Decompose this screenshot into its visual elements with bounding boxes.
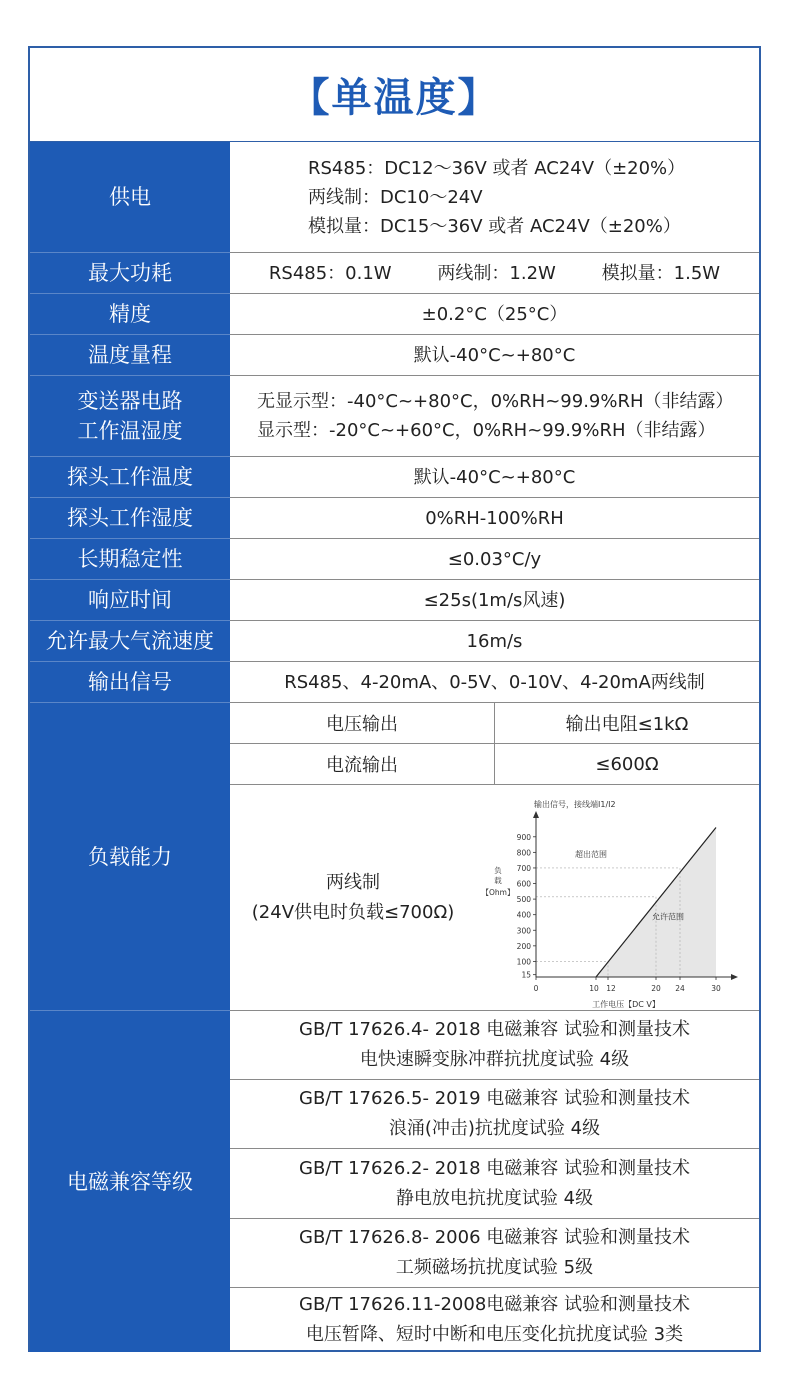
emc-standard: GB/T 17626.2- 2018 电磁兼容 试验和测量技术 [299, 1157, 690, 1179]
emc-test: 静电放电抗扰度试验 4级 [395, 1187, 594, 1209]
row-response [30, 580, 759, 621]
x-tick-label: 24 [675, 984, 685, 993]
y-axis-label: 【Ohm】 [481, 888, 515, 897]
x-tick-label: 10 [589, 984, 599, 993]
label-line: 工作温湿度 [77, 419, 183, 443]
label-power: 供电 [30, 142, 230, 253]
y-tick-label: 200 [516, 941, 531, 951]
y-tick-label: 500 [516, 895, 531, 905]
y-tick-label: 15 [521, 970, 531, 980]
value-probe-temp: 默认-40°C~+80°C [230, 457, 759, 498]
label-emc: 电磁兼容等级 [30, 1011, 230, 1352]
emc-list [230, 1011, 759, 1352]
row-temp-range [30, 335, 759, 376]
x-axis-label: 工作电压【DC V】 [592, 1000, 660, 1009]
value-output: RS485、4-20mA、0-5V、0-10V、4-20mA两线制 [230, 662, 759, 703]
chart-annotation: 允许范围 [652, 912, 684, 922]
emc-test: 电压暂降、短时中断和电压变化抗扰度试验 3类 [305, 1324, 684, 1345]
emc-standard: GB/T 17626.8- 2006 电磁兼容 试验和测量技术 [299, 1227, 690, 1248]
value-stability: ≤0.03°C/y [230, 539, 759, 580]
emc-standard: GB/T 17626.4- 2018 电磁兼容 试验和测量技术 [299, 1019, 690, 1040]
load-voltage-name: 电压输出 [326, 714, 398, 735]
emc-standard: GB/T 17626.11-2008电磁兼容 试验和测量技术 [299, 1294, 690, 1315]
emc-test: 工频磁场抗扰度试验 5级 [395, 1257, 594, 1278]
emc-test: 电快速瞬变脉冲群抗扰度试验 4级 [359, 1049, 630, 1070]
y-tick-label: 100 [516, 957, 531, 967]
x-tick-label: 20 [651, 984, 661, 993]
y-tick-label: 400 [516, 910, 531, 920]
y-tick-label: 300 [516, 926, 531, 936]
value-temp-range: 默认-40°C~+80°C [230, 335, 759, 376]
row-power [30, 142, 759, 253]
page-title: 【单温度】 [289, 75, 500, 121]
chart-title: 输出信号，接线端I1/I2 [534, 800, 616, 809]
row-max-power [30, 253, 759, 294]
value-circuit-env [230, 376, 759, 457]
power-line: 两线制：DC10～24V [308, 186, 483, 208]
row-emc [30, 1011, 759, 1352]
y-tick-label: 600 [516, 879, 531, 889]
row-circuit-env [30, 376, 759, 457]
value-airflow: 16m/s [230, 621, 759, 662]
label-load: 负载能力 [30, 703, 230, 1011]
emc-test: 浪涌(冲击)抗扰度试验 4级 [388, 1118, 601, 1139]
emc-item [230, 1149, 759, 1219]
y-axis-label: 负 [494, 866, 502, 875]
chart-annotation: 超出范围 [575, 850, 607, 860]
value-accuracy: ±0.2°C（25°C） [230, 294, 759, 335]
y-tick-label: 800 [516, 848, 531, 858]
max-power-item: 模拟量：1.5W [601, 262, 721, 284]
row-output [30, 662, 759, 703]
power-line: RS485：DC12～36V 或者 AC24V（±20%） [308, 157, 686, 179]
y-tick-label: 700 [516, 863, 531, 873]
max-power-item: 两线制：1.2W [437, 262, 556, 284]
emc-item [230, 1288, 759, 1352]
load-chart [476, 785, 759, 1010]
value-response: ≤25s(1m/s风速) [230, 580, 759, 621]
x-tick-label: 12 [606, 984, 616, 993]
max-power-item: RS485：0.1W [268, 262, 392, 284]
value-probe-hum: 0%RH-100%RH [230, 498, 759, 539]
label-probe-hum: 探头工作湿度 [30, 498, 230, 539]
label-temp-range: 温度量程 [30, 335, 230, 376]
label-stability: 长期稳定性 [30, 539, 230, 580]
x-tick-label: 30 [711, 984, 721, 993]
emc-item [230, 1080, 759, 1149]
power-line: 模拟量：DC15～36V 或者 AC24V（±20%） [308, 215, 681, 237]
row-probe-temp [30, 457, 759, 498]
y-axis-label: 载 [494, 876, 502, 885]
label-max-power: 最大功耗 [30, 253, 230, 294]
row-load [30, 703, 759, 1011]
value-power [230, 142, 759, 253]
row-stability [30, 539, 759, 580]
emc-standard: GB/T 17626.5- 2019 电磁兼容 试验和测量技术 [299, 1088, 690, 1109]
y-tick-label: 900 [516, 832, 531, 842]
load-chart-svg [476, 787, 760, 1011]
load-grid [230, 703, 759, 1011]
label-probe-temp: 探头工作温度 [30, 457, 230, 498]
spec-table [28, 46, 761, 1352]
value-max-power [230, 253, 759, 294]
circuit-env-line: 显示型：-20°C~+60°C，0%RH~99.9%RH（非结露） [257, 420, 716, 441]
label-output: 输出信号 [30, 662, 230, 703]
label-airflow: 允许最大气流速度 [30, 621, 230, 662]
load-voltage-row [230, 703, 759, 744]
x-axis-arrow [731, 974, 738, 980]
row-accuracy [30, 294, 759, 335]
emc-item [230, 1219, 759, 1288]
label-accuracy: 精度 [30, 294, 230, 335]
load-current-name: 电流输出 [326, 755, 398, 776]
circuit-env-line: 无显示型：-40°C~+80°C，0%RH~99.9%RH（非结露） [257, 391, 734, 412]
two-wire-label [230, 785, 476, 1010]
two-wire-note: (24V供电时负载≤700Ω) [251, 901, 455, 923]
load-two-wire-row [230, 785, 759, 1011]
label-line: 变送器电路 [77, 389, 183, 413]
row-airflow [30, 621, 759, 662]
row-probe-hum [30, 498, 759, 539]
emc-item [230, 1011, 759, 1080]
label-circuit-env [30, 376, 230, 457]
load-current-value: ≤600Ω [494, 744, 759, 784]
load-current-row [230, 744, 759, 785]
two-wire-name: 两线制 [326, 871, 380, 893]
x-tick-label: 0 [533, 984, 539, 993]
label-response: 响应时间 [30, 580, 230, 621]
load-voltage-value: 输出电阻≤1kΩ [494, 703, 759, 743]
y-axis-arrow [533, 811, 539, 818]
